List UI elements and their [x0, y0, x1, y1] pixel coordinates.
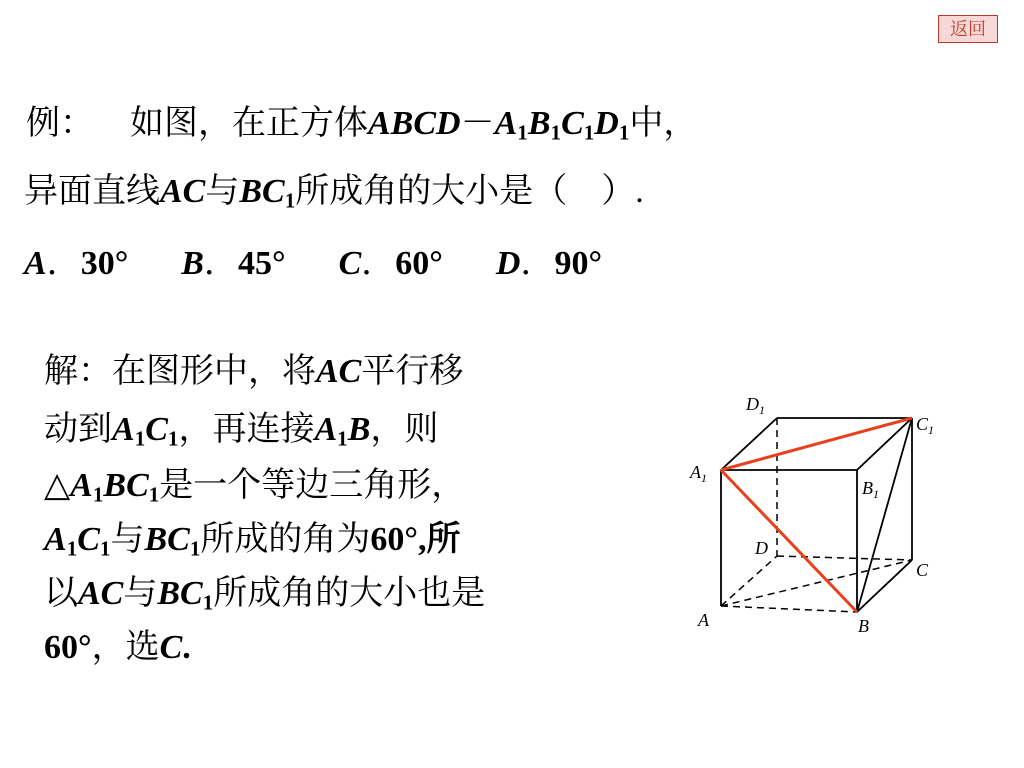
option-sep: ． — [203, 245, 238, 282]
solution-text: 以 — [44, 575, 78, 612]
option-letter: D — [495, 245, 521, 282]
vertex-b: B — [347, 411, 371, 448]
vertex-d1: D — [594, 105, 619, 142]
line-bc1: BC — [157, 575, 203, 612]
angle-value: 60° — [370, 521, 418, 558]
option-value: 60° — [395, 245, 443, 282]
subscript: 1 — [618, 120, 630, 145]
line-ac: AC — [316, 353, 362, 390]
subscript: 1 — [66, 536, 78, 561]
problem-text-end: 中， — [629, 105, 698, 142]
option-value: 30° — [80, 245, 129, 282]
line-ac: AC — [78, 575, 124, 612]
solution-text: 动到 — [44, 411, 112, 448]
solution-line-6 — [44, 628, 191, 668]
solution-line-2 — [44, 410, 438, 450]
vertex-bc1: BC — [103, 467, 149, 504]
conjunction: 与 — [205, 173, 240, 210]
solution-text: ，再连接 — [178, 411, 315, 448]
conjunction: 与 — [123, 575, 158, 612]
subscript: 1 — [148, 482, 160, 507]
line-ac: AC — [160, 173, 206, 210]
solution-line-3 — [44, 466, 465, 506]
option-sep: ． — [520, 245, 555, 282]
subscript: 1 — [134, 426, 146, 451]
vertex-c1: C — [77, 521, 100, 558]
subscript: 1 — [517, 120, 528, 145]
angle-value: 60° — [44, 629, 92, 666]
problem-line-1 — [26, 104, 697, 144]
vertex-a1: A — [44, 521, 67, 558]
solution-text: 所成的角为 — [200, 521, 371, 558]
solution-text: ,所 — [417, 521, 461, 558]
answer-letter: C — [159, 629, 183, 666]
label-c: C — [916, 560, 929, 580]
edge-a1-b-highlight — [721, 470, 857, 612]
edge-d-c — [777, 556, 912, 560]
option-letter: C — [338, 245, 362, 282]
solution-text: 平行移 — [361, 353, 464, 390]
problem-line-2 — [24, 172, 644, 212]
option-value: 45° — [237, 245, 286, 282]
solution-text: 解：在图形中，将 — [44, 353, 316, 390]
cube-figure — [680, 385, 950, 645]
vertex-a1: A — [494, 105, 518, 142]
label-b: B — [858, 616, 869, 636]
option-value: 90° — [554, 245, 603, 282]
problem-text: 如图，在正方体 — [130, 105, 368, 142]
example-prefix: 例： — [26, 105, 94, 142]
option-b[interactable] — [181, 245, 285, 282]
solution-text: 所成角的大小也是 — [213, 575, 486, 612]
subscript: 1 — [337, 426, 348, 451]
triangle-symbol: △ — [44, 467, 71, 504]
option-a[interactable] — [24, 245, 128, 282]
option-letter: A — [24, 245, 47, 282]
solution-text: ，选 — [91, 629, 160, 666]
edge-a-c — [721, 560, 912, 606]
return-button[interactable]: 返回 — [938, 15, 998, 43]
problem-text: 异面直线 — [24, 173, 160, 210]
subscript: 1 — [550, 120, 562, 145]
cube-name: ABCD — [368, 105, 461, 142]
subscript: 1 — [99, 536, 111, 561]
label-d: D — [755, 538, 768, 558]
option-sep: ． — [46, 245, 81, 282]
solution-line-1 — [44, 352, 463, 392]
subscript: 1 — [583, 120, 595, 145]
label-a1: $A_1$ — [690, 462, 707, 485]
solution-line-5 — [44, 574, 485, 614]
subscript: 1 — [92, 482, 104, 507]
option-sep: ． — [361, 245, 396, 282]
option-c[interactable] — [339, 245, 443, 282]
subscript: 1 — [284, 188, 296, 213]
label-d1: $D_1$ — [746, 394, 765, 417]
solution-text: ，则 — [370, 411, 439, 448]
vertex-a1: A — [70, 467, 93, 504]
line-bc1: BC — [239, 173, 285, 210]
line-bc1: BC — [144, 521, 190, 558]
subscript: 1 — [189, 536, 201, 561]
option-letter: B — [181, 245, 204, 282]
answer-options — [24, 244, 602, 284]
subscript: 1 — [202, 590, 214, 615]
solution-text: 是一个等边三角形， — [159, 467, 466, 504]
solution-line-4 — [44, 520, 460, 560]
conjunction: 与 — [110, 521, 145, 558]
hidden-edges — [721, 418, 912, 612]
period: . — [182, 629, 191, 666]
vertex-c1: C — [561, 105, 584, 142]
vertex-b1: B — [527, 105, 551, 142]
vertex-a1: A — [314, 411, 338, 448]
problem-text-end: 所成角的大小是（ ）. — [295, 173, 644, 210]
dash: － — [460, 105, 495, 142]
edge-bc1 — [857, 418, 912, 612]
vertex-c1: C — [145, 411, 168, 448]
edge-a-b — [721, 606, 857, 612]
vertex-a1: A — [112, 411, 135, 448]
subscript: 1 — [167, 426, 179, 451]
label-a: A — [698, 610, 709, 630]
option-d[interactable] — [496, 245, 602, 282]
label-c1: $C_1$ — [916, 414, 935, 437]
label-b1: $B_1$ — [862, 478, 879, 501]
